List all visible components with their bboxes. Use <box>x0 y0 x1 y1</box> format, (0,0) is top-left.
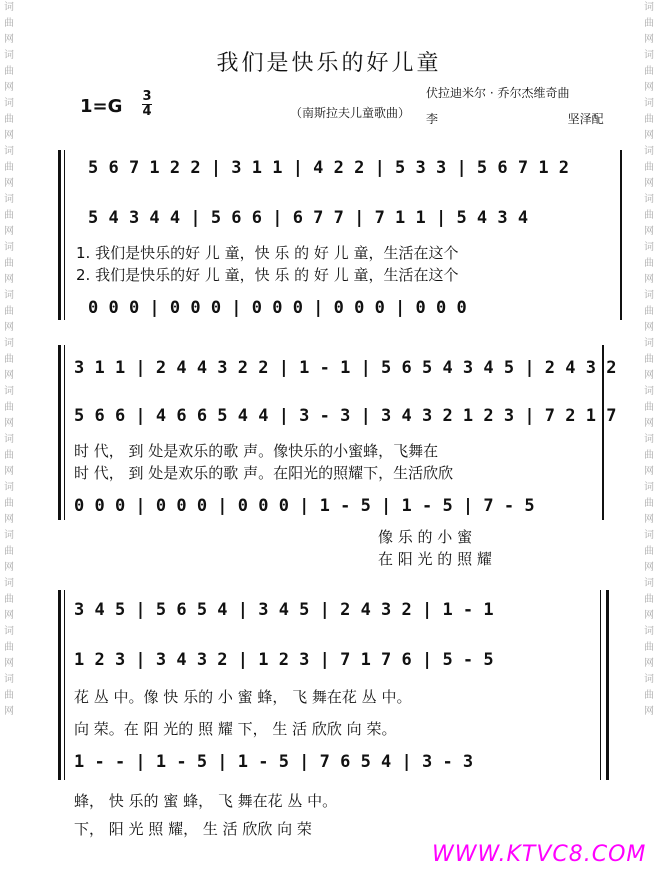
lyric-verse-1: 时 代， 到 处是欢乐的歌 声。像快乐的小蜜蜂，飞舞在 <box>74 442 439 460</box>
barline-final-thick <box>606 590 609 780</box>
lyric-voice-3-verse-2: 在 阳 光 的 照 耀 <box>378 550 492 568</box>
lyric-voice-3-verse-1: 蜂， 快 乐的 蜜 蜂， 飞 舞在花 丛 中。 <box>74 792 338 810</box>
side-watermark-left: 词 曲 网 词 曲 网 词 曲 网 词 曲 网 词 曲 网 词 曲 网 词 曲 网 词 曲 网 词 曲 网 词 曲 网 词 曲 网 词 曲 网 词 曲 网 词 曲 网 词 曲 网 <box>4 2 14 717</box>
time-bottom: 4 <box>142 104 152 119</box>
arranger-role: 坚泽配 <box>567 112 604 126</box>
system-brace <box>58 345 61 520</box>
voice-1-notes: 3 4 5 | 5 6 5 4 | 3 4 5 | 2 4 3 2 | 1 - 1 <box>74 600 494 620</box>
arranger-credit <box>426 110 604 127</box>
system-brace <box>58 150 61 320</box>
time-signature <box>142 90 152 119</box>
voice-3-notes: 1 - - | 1 - 5 | 1 - 5 | 7 6 5 4 | 3 - 3 <box>74 752 474 772</box>
composer-credit: 伏拉迪米尔 · 乔尔杰维奇曲 <box>426 86 570 100</box>
time-top: 3 <box>142 89 152 104</box>
lyric-verse-2: 时 代， 到 处是欢乐的歌 声。在阳光的照耀下，生活欣欣 <box>74 464 454 482</box>
system-brace-thin <box>64 150 65 320</box>
key-signature: 1=G <box>80 96 123 117</box>
song-title: 我们是快乐的好儿童 <box>216 51 442 76</box>
voice-2-notes: 5 6 6 | 4 6 6 5 4 4 | 3 - 3 | 3 4 3 2 1 2 3 | 7 2 1 7 <box>74 406 617 426</box>
barline-final-thin <box>600 590 601 780</box>
side-watermark-right: 词 曲 网 词 曲 网 词 曲 网 词 曲 网 词 曲 网 词 曲 网 词 曲 网 词 曲 网 词 曲 网 词 曲 网 词 曲 网 词 曲 网 词 曲 网 词 曲 网 词 曲 网 <box>644 2 654 717</box>
voice-1-notes: 3 1 1 | 2 4 4 3 2 2 | 1 - 1 | 5 6 5 4 3 4 5 | 2 4 3 2 <box>74 358 617 378</box>
system-brace-thin <box>64 345 65 520</box>
system-brace <box>58 590 61 780</box>
lyric-verse-1: 花 丛 中。像 快 乐的 小 蜜 蜂， 飞 舞在花 丛 中。 <box>74 688 412 706</box>
voice-1-notes: 5 6 7 1 2 2 | 3 1 1 | 4 2 2 | 5 3 3 | 5 6 7 1 2 <box>88 158 570 178</box>
voice-2-notes: 5 4 3 4 4 | 5 6 6 | 6 7 7 | 7 1 1 | 5 4 3 4 <box>88 208 529 228</box>
lyric-verse-1: 1. 我们是快乐的好 儿 童，快 乐 的 好 儿 童，生活在这个 <box>76 244 459 262</box>
lyric-verse-2: 2. 我们是快乐的好 儿 童，快 乐 的 好 儿 童，生活在这个 <box>76 266 459 284</box>
voice-3-notes: 0 0 0 | 0 0 0 | 0 0 0 | 1 - 5 | 1 - 5 | 7 - 5 <box>74 496 535 516</box>
song-subtitle: （南斯拉夫儿童歌曲） <box>290 106 411 120</box>
lyric-voice-3-verse-2: 下， 阳 光 照 耀， 生 活 欣欣 向 荣 <box>74 820 312 838</box>
lyric-voice-3-verse-1: 像 乐 的 小 蜜 <box>378 528 473 546</box>
site-watermark: WWW.KTVC8.COM <box>432 842 647 867</box>
lyric-verse-2: 向 荣。在 阳 光的 照 耀 下， 生 活 欣欣 向 荣。 <box>74 720 397 738</box>
system-brace-thin <box>64 590 65 780</box>
voice-3-notes: 0 0 0 | 0 0 0 | 0 0 0 | 0 0 0 | 0 0 0 <box>88 298 467 318</box>
voice-2-notes: 1 2 3 | 3 4 3 2 | 1 2 3 | 7 1 7 6 | 5 - 5 <box>74 650 494 670</box>
barline-end <box>620 150 622 320</box>
arranger-name: 李 <box>426 112 439 126</box>
